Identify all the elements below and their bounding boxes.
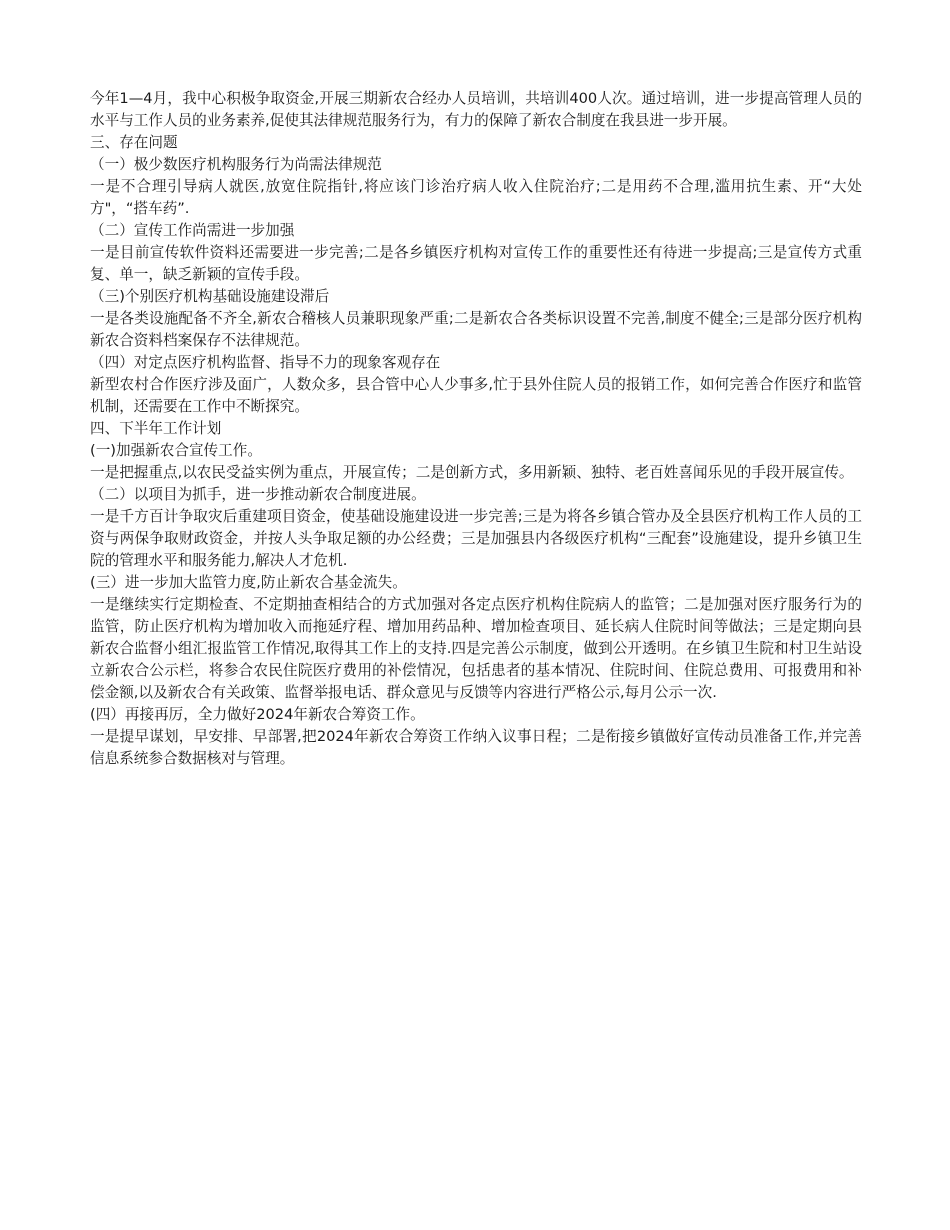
section-heading-problems: 三、存在问题 [90,134,178,151]
paragraph-plan-3: 一是继续实行定期检查、不定期抽查相结合的方式加强对各定点医疗机构住院病人的监管；二是加强对医疗服务行为的监管，防止医疗机构为增加收入而拖延疗程、增加用药品种、增加检查项目、延长病人住院时间等做法；三是定期向县新农合监督小组汇报监管工作情况,取得其工作上的支持.四是完善公示制度，做到公开透明。在乡镇卫生院和村卫生站设立新农合公示栏，将参合农民住院医疗费用的补偿情况，包括患者的基本情况、住院时间、住院总费用、可报费用和补偿金额,以及新农合有关政策、监督举报电话、群众意见与反馈等内容进行严格公示,每月公示一次. [90,596,862,701]
subheading-plan-2: （二）以项目为抓手，进一步推动新农合制度进展。 [90,486,426,503]
subheading-problem-4: （四）对定点医疗机构监督、指导不力的现象客观存在 [90,354,441,371]
subheading-plan-3: (三）进一步加大监管力度,防止新农合基金流失。 [90,574,407,591]
subheading-plan-1: (一)加强新农合宣传工作。 [90,442,262,459]
subheading-problem-3: （三)个别医疗机构基础设施建设滞后 [90,288,330,305]
subheading-problem-2: （二）宣传工作尚需进一步加强 [90,222,295,239]
paragraph-problem-2: 一是目前宣传软件资料还需要进一步完善;二是各乡镇医疗机构对宣传工作的重要性还有待进一步提高;三是宣传方式重复、单一，缺乏新颖的宣传手段。 [90,244,862,283]
section-heading-plan: 四、下半年工作计划 [90,420,222,437]
paragraph-plan-1: 一是把握重点,以农民受益实例为重点，开展宣传；二是创新方式，多用新颖、独特、老百姓喜闻乐见的手段开展宣传。 [90,464,854,481]
paragraph-problem-3: 一是各类设施配备不齐全,新农合稽核人员兼职现象严重;二是新农合各类标识设置不完善,制度不健全;三是部分医疗机构新农合资料档案保存不法律规范。 [90,310,862,349]
subheading-problem-1: （一）极少数医疗机构服务行为尚需法律规范 [90,156,382,173]
paragraph-plan-4: 一是提早谋划，早安排、早部署,把2024年新农合筹资工作纳入议事日程；二是衔接乡镇做好宣传动员准备工作,并完善信息系统参合数据核对与管理。 [90,728,862,767]
subheading-plan-4: (四）再接再厉，全力做好2024年新农合筹资工作。 [90,706,425,723]
paragraph-plan-2: 一是千方百计争取灾后重建项目资金，使基础设施建设进一步完善;三是为将各乡镇合管办及全县医疗机构工作人员的工资与两保争取财政资金，并按人头争取足额的办公经费；三是加强县内各级医疗机构“三配套”设施建设，提升乡镇卫生院的管理水平和服务能力,解决人才危机. [90,508,862,569]
paragraph-problem-4: 新型农村合作医疗涉及面广，人数众多，县合管中心人少事多,忙于县外住院人员的报销工作，如何完善合作医疗和监管机制，还需要在工作中不断探究。 [90,376,862,415]
paragraph-training-summary: 今年1—4月，我中心积极争取资金,开展三期新农合经办人员培训，共培训400人次。通过培训，进一步提高管理人员的水平与工作人员的业务素养,促使其法律规范服务行为，有力的保障了新农合制度在我县进一步开展。 [90,90,862,129]
paragraph-problem-1: 一是不合理引导病人就医,放宽住院指针,将应该门诊治疗病人收入住院治疗;二是用药不合理,滥用抗生素、开“大处方"，“搭车药”. [90,178,862,217]
